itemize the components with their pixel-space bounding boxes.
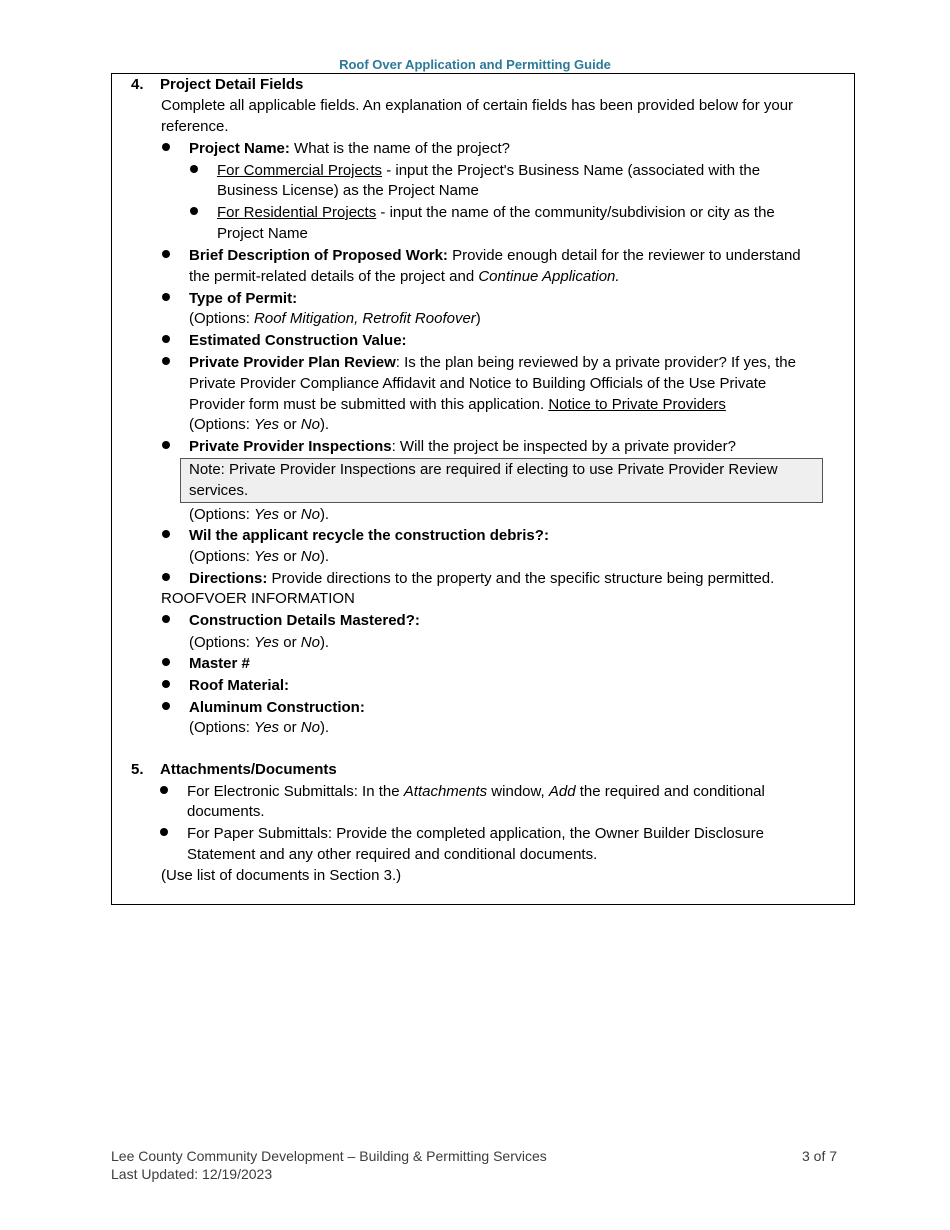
project-name-label: Project Name: [189,140,290,157]
bullet-icon [162,702,170,710]
construction-details-options [189,632,329,653]
plan-review-text: : Is the plan being reviewed by a private provider? If yes, the [395,354,796,371]
attachments-window-name: Attachments [403,783,488,800]
paper-submittals-line1: For Paper Submittals: Provide the completed application, the Owner Builder Disclosure [187,825,764,842]
options-suffix: ). [319,548,330,565]
inspections-item [189,436,736,457]
residential-projects-item [217,202,775,223]
options-or: or [279,719,301,736]
bullet-icon [160,828,168,836]
roofover-info-heading: ROOFVOER INFORMATION [161,590,355,607]
inspections-text: : Will the project be inspected by a private provider? [391,438,736,455]
notice-to-private-providers-link[interactable]: Notice to Private Providers [548,396,726,413]
footer-page-number: 3 of 7 [802,1148,838,1164]
options-prefix: (Options: [189,634,255,651]
inspections-label: Private Provider Inspections [189,438,392,455]
plan-review-item [189,352,796,373]
document-header-title: Roof Over Application and Permitting Guide [339,57,611,72]
bullet-icon [160,786,168,794]
bullet-icon [162,441,170,449]
options-or: or [279,548,301,565]
brief-description-text2: the permit-related details of the project and [189,268,479,285]
recycle-options [189,546,329,567]
bullet-icon [190,207,198,215]
section-5-title: Attachments/Documents [160,761,337,778]
electronic-text3: the required and conditional [575,783,765,800]
electronic-submittals-item [187,781,765,802]
option-yes: Yes [254,634,280,651]
option-yes: Yes [254,416,280,433]
bullet-icon [162,615,170,623]
bullet-icon [162,293,170,301]
options-or: or [279,416,301,433]
option-yes: Yes [254,719,280,736]
recycle-label: Wil the applicant recycle the construction debris?: [189,527,549,544]
bullet-icon [162,250,170,258]
options-suffix: ). [319,506,330,523]
bullet-icon [162,573,170,581]
plan-review-label: Private Provider Plan Review [189,354,396,371]
brief-description-line2 [189,266,620,287]
options-suffix: ) [475,310,481,327]
option-yes: Yes [254,506,280,523]
section-4-number: 4. [131,76,144,93]
option-no: No [300,548,320,565]
bullet-icon [162,143,170,151]
brief-description-italic: Continue Application. [478,268,620,285]
section-4-intro-line2: reference. [161,118,229,135]
type-of-permit-options [189,308,481,329]
options-prefix: (Options: [189,506,255,523]
option-yes: Yes [254,548,280,565]
electronic-text2: window, [487,783,549,800]
electronic-text1: For Electronic Submittals: In the [187,783,404,800]
directions-item [189,568,774,589]
estimated-value-label: Estimated Construction Value: [189,332,407,349]
commercial-projects-item [217,160,760,181]
bullet-icon [162,530,170,538]
directions-text: Provide directions to the property and the specific structure being permitted. [267,570,775,587]
bullet-icon [190,165,198,173]
brief-description-text: Provide enough detail for the reviewer to understand [447,247,801,264]
options-prefix: (Options: [189,416,255,433]
brief-description-item [189,245,801,266]
section-5-number: 5. [131,761,144,778]
inspections-options [189,504,329,525]
commercial-projects-text-line2: Business License) as the Project Name [217,182,479,199]
footer-org: Lee County Community Development – Building & Permitting Services [111,1148,547,1164]
commercial-projects-link[interactable]: For Commercial Projects [217,162,383,179]
inspections-note-line1: Note: Private Provider Inspections are required if electing to use Private Provider Review [189,461,778,478]
project-name-item [189,138,510,159]
roof-material-label: Roof Material: [189,677,290,694]
bullet-icon [162,357,170,365]
section-5-note: (Use list of documents in Section 3.) [161,867,402,884]
plan-review-line2: Private Provider Compliance Affidavit and Notice to Building Officials of the Use Private [189,375,767,392]
bullet-icon [162,335,170,343]
options-suffix: ). [319,634,330,651]
brief-description-label: Brief Description of Proposed Work: [189,247,448,264]
plan-review-options [189,414,329,435]
commercial-projects-text: - input the Project's Business Name (associated with the [382,162,761,179]
options-suffix: ). [319,416,330,433]
plan-review-line3 [189,394,726,415]
options-prefix: (Options: [189,719,255,736]
residential-projects-link[interactable]: For Residential Projects [217,204,377,221]
directions-label: Directions: [189,570,268,587]
section-4-intro-line1: Complete all applicable fields. An explanation of certain fields has been provided below for your [161,97,794,114]
type-of-permit-label: Type of Permit: [189,290,298,307]
bullet-icon [162,658,170,666]
footer-updated: Last Updated: 12/19/2023 [111,1166,273,1182]
options-or: or [279,506,301,523]
residential-projects-text: - input the name of the community/subdivision or city as the [376,204,775,221]
bullet-icon [162,680,170,688]
option-no: No [300,416,320,433]
option-no: No [300,634,320,651]
plan-review-text3: Provider form must be submitted with this application. [189,396,549,413]
add-action-name: Add [548,783,576,800]
residential-projects-text-line2: Project Name [217,225,308,242]
options-or: or [279,634,301,651]
options-prefix: (Options: [189,310,255,327]
section-4-title: Project Detail Fields [160,76,304,93]
paper-submittals-line2: Statement and any other required and conditional documents. [187,846,598,863]
aluminum-options [189,717,329,738]
aluminum-construction-label: Aluminum Construction: [189,699,365,716]
option-no: No [300,719,320,736]
master-number-label: Master # [189,655,250,672]
construction-details-label: Construction Details Mastered?: [189,612,420,629]
project-name-text: What is the name of the project? [289,140,510,157]
options-prefix: (Options: [189,548,255,565]
electronic-submittals-line2: documents. [187,803,265,820]
permit-options-values: Roof Mitigation, Retrofit Roofover [254,310,476,327]
options-suffix: ). [319,719,330,736]
inspections-note-line2: services. [189,482,249,499]
option-no: No [300,506,320,523]
